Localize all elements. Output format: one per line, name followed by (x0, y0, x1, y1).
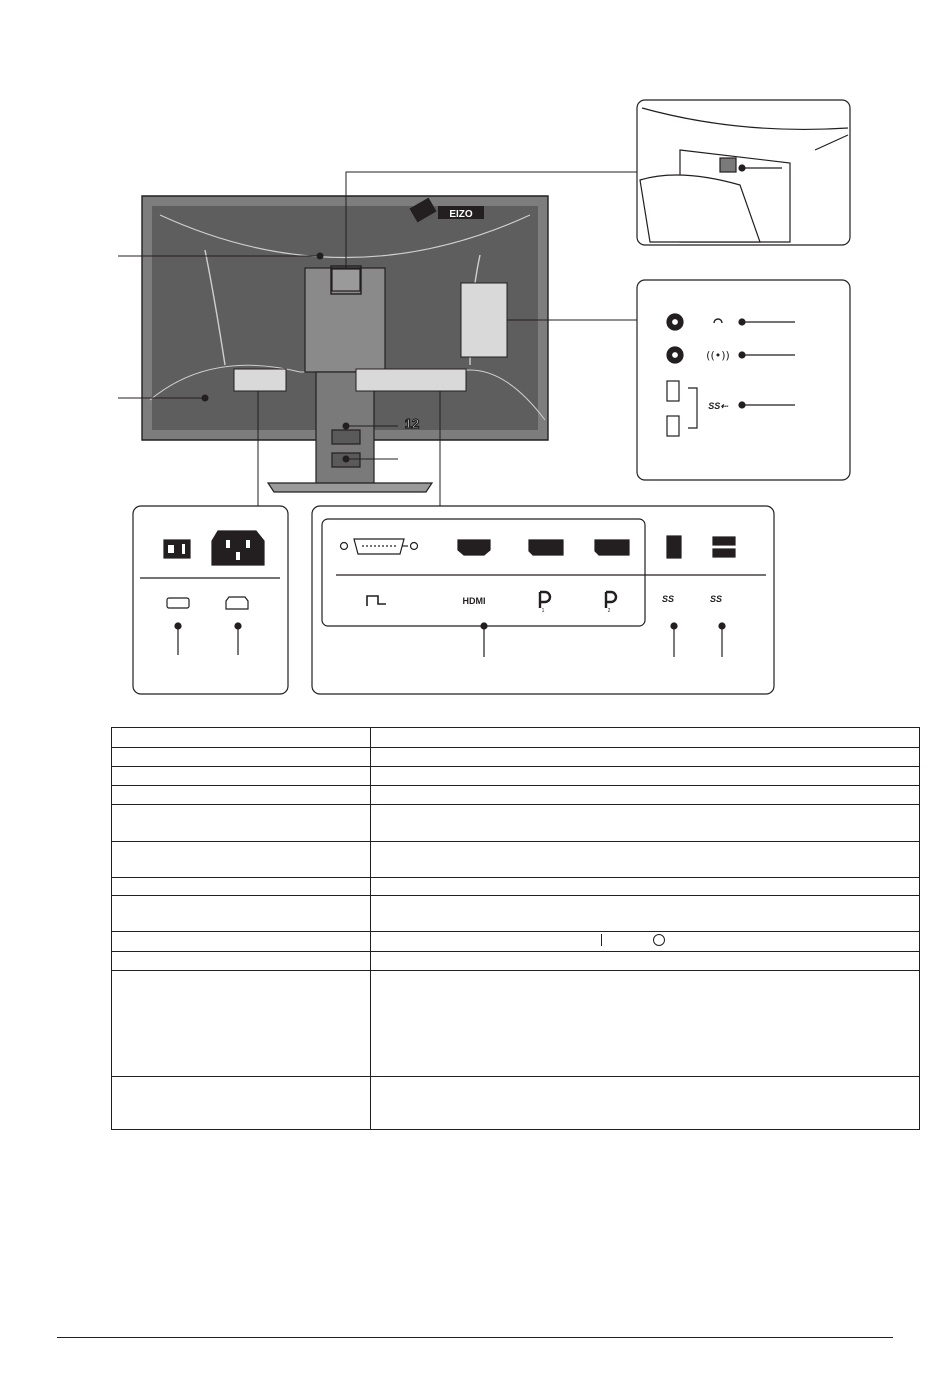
description-cell (371, 971, 920, 1077)
sensor-detail (637, 100, 850, 245)
svg-text:EIZO: EIZO (449, 209, 473, 220)
description-cell (371, 767, 920, 786)
description-cell (371, 786, 920, 805)
table-row (112, 952, 920, 971)
part-name-cell (112, 805, 371, 842)
hdmi-label: HDMI (462, 596, 486, 606)
usb-downstream-mark: SS (709, 594, 723, 604)
description-cell (371, 878, 920, 896)
part-name-cell (112, 842, 371, 878)
part-name-cell (112, 896, 371, 932)
side-ports-detail (637, 280, 850, 480)
svg-text:12: 12 (404, 416, 420, 431)
part-name-cell (112, 952, 371, 971)
part-name-cell (112, 748, 371, 767)
part-name-cell (112, 728, 371, 748)
table-row (112, 805, 920, 842)
table-row (112, 728, 920, 748)
dp2-number: 2 (607, 608, 611, 614)
parts-table (111, 727, 920, 1130)
table-row (112, 842, 920, 878)
table-row (112, 1077, 920, 1130)
description-cell (371, 728, 920, 748)
description-cell (371, 932, 920, 952)
off-symbol-icon (653, 934, 665, 946)
on-symbol-icon (601, 934, 602, 946)
table-row (112, 767, 920, 786)
usb-upstream-mark: SS (661, 594, 675, 604)
description-cell (371, 1077, 920, 1130)
description-cell (371, 842, 920, 878)
part-name-cell (112, 971, 371, 1077)
svg-text:SS⇠: SS⇠ (708, 401, 728, 411)
description-cell (371, 748, 920, 767)
table-row (112, 786, 920, 805)
part-name-cell (112, 932, 371, 952)
table-row (112, 932, 920, 952)
signal-panel-detail (312, 506, 774, 694)
svg-text:((•)): ((•)) (706, 349, 730, 362)
description-cell (371, 896, 920, 932)
table-row (112, 878, 920, 896)
table-row (112, 971, 920, 1077)
part-name-cell (112, 1077, 371, 1130)
part-name-cell (112, 878, 371, 896)
description-cell (371, 952, 920, 971)
power-panel-detail (133, 506, 288, 694)
dp1-number: 1 (541, 608, 545, 614)
table-row (112, 748, 920, 767)
table-row (112, 896, 920, 932)
part-name-cell (112, 786, 371, 805)
footer-rule (57, 1337, 893, 1338)
part-name-cell (112, 767, 371, 786)
description-cell (371, 805, 920, 842)
